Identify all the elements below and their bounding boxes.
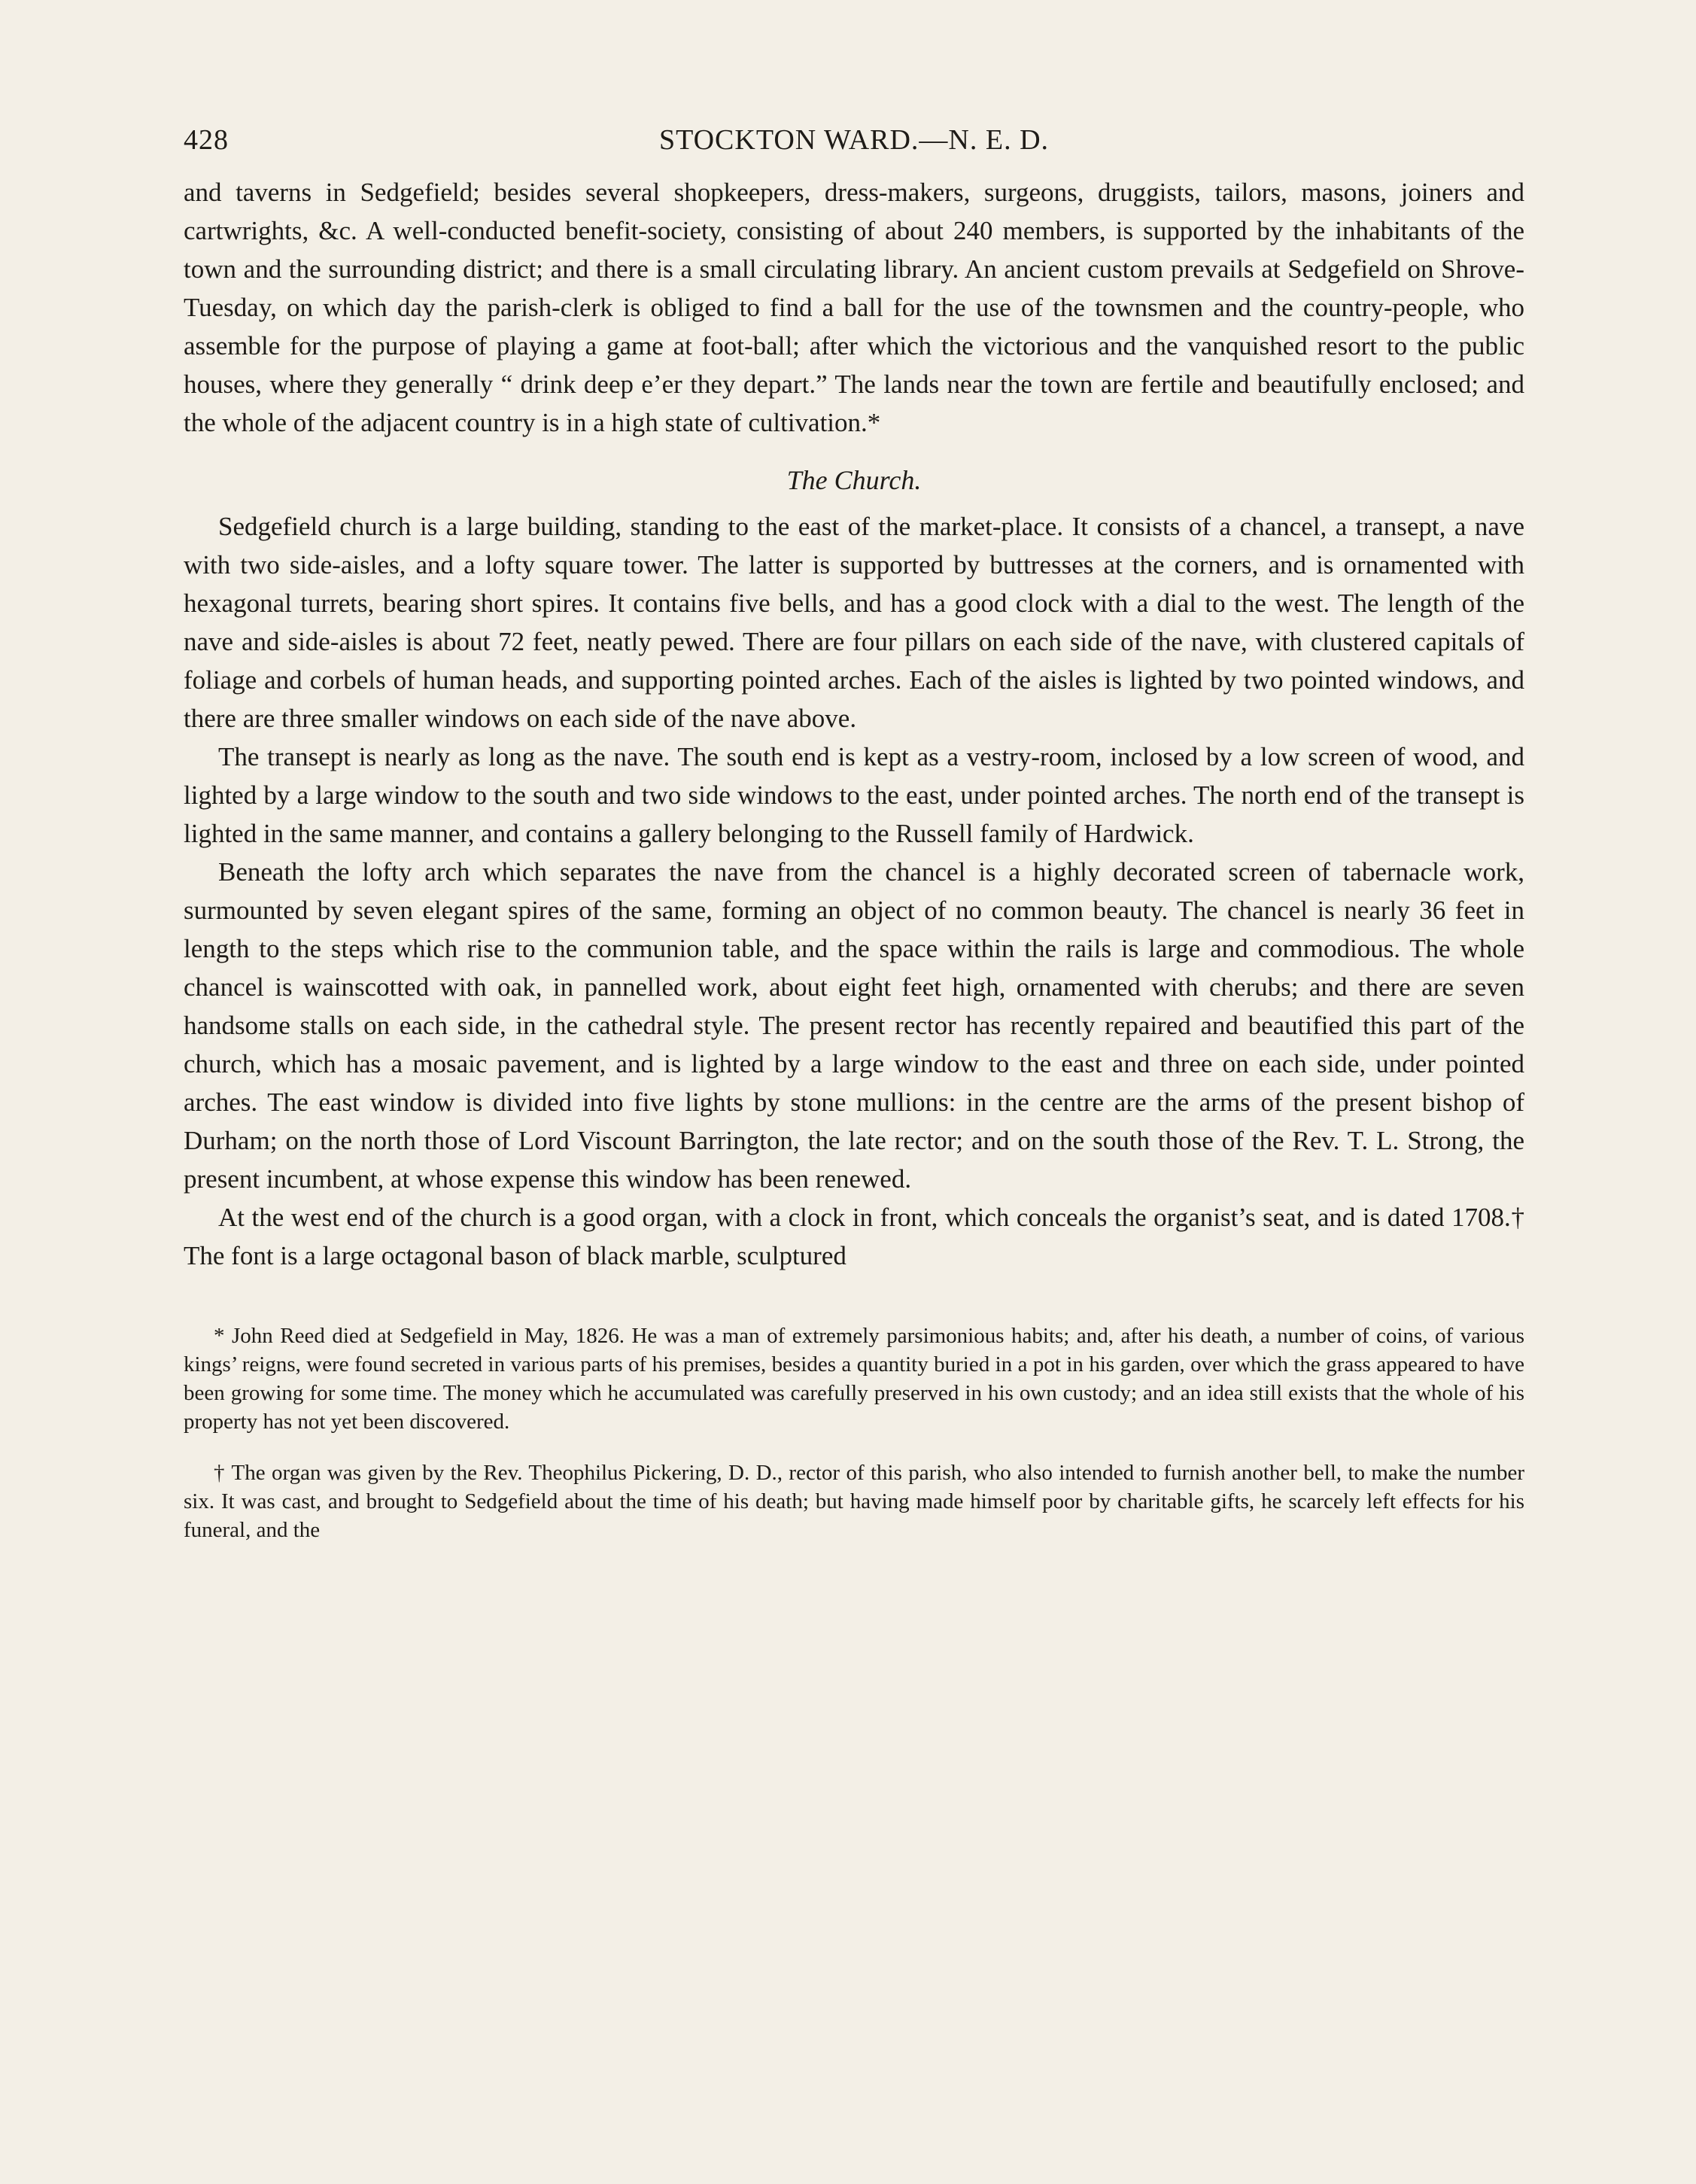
paragraph-organ: At the west end of the church is a good organ, with a clock in front, which conceals the organist’s seat, and is dated 1708.† The font is a large octagonal bason of black marble, sculptured	[184, 1203, 1524, 1270]
footnote-dagger: † The organ was given by the Rev. Theophilus Pickering, D. D., rector of this parish, who also intended to furnish another bell, to make the number six. It was cast, and brought to Sedgefield about the time of his death; but having made himself poor by charitable gifts, he scarcely left effects for his funeral, and the	[184, 1461, 1524, 1542]
footnote-asterisk: * John Reed died at Sedgefield in May, 1826. He was a man of extremely parsimonious habits; and, after his death, a number of coins, of various kings’ reigns, were found secreted in various parts of his premises, besides a quantity buried in a pot in his garden, over which the grass appeared to have been growing for some time. The money which he accumulated was carefully preserved in his own custody; and an idea still exists that the whole of his property has not yet been discovered.	[184, 1324, 1524, 1434]
page-header	[184, 113, 1524, 173]
paragraph-chancel: Beneath the lofty arch which separates the nave from the chancel is a highly decorated screen of tabernacle work, surmounted by seven elegant spires of the same, forming an object of no common beauty. The chancel is nearly 36 feet in length to the steps which rise to the communion table, and the space within the rails is large and commodious. The whole chancel is wainscotted with oak, in pannelled work, about eight feet high, ornamented with cherubs; and there are seven handsome stalls on each side, in the cathedral style. The present rector has recently repaired and beautified this part of the church, which has a mosaic pavement, and is lighted by a large window to the east and three on each side, under pointed arches. The east window is divided into five lights by stone mullions: in the centre are the arms of the present bishop of Durham; on the north those of Lord Viscount Barrington, the late rector; and on the south those of the Rev. T. L. Strong, the present incumbent, at whose expense this window has been renewed.	[184, 857, 1524, 1194]
section-heading: The Church.	[786, 465, 922, 495]
body-text	[184, 173, 1524, 1275]
running-title: STOCKTON WARD.—N. E. D.	[658, 124, 1050, 156]
paragraph-church-description: Sedgefield church is a large building, standing to the east of the market-place. It consists of a chancel, a transept, a nave with two side-aisles, and a lofty square tower. The latter is supported by buttresses at the corners, and is ornamented with hexagonal turrets, bearing short spires. It contains five bells, and has a good clock with a dial to the west. The length of the nave and side-aisles is about 72 feet, neatly pewed. There are four pillars on each side of the nave, with clustered capitals of foliage and corbels of human heads, and supporting pointed arches. Each of the aisles is lighted by two pointed windows, and there are three smaller windows on each side of the nave above.	[184, 512, 1524, 733]
page-number: 428	[184, 124, 229, 156]
footnotes	[184, 1322, 1524, 1544]
paragraph-continued: and taverns in Sedgefield; besides several shopkeepers, dress-makers, surgeons, druggists, tailors, masons, joiners and cartwrights, &c. A well-conducted benefit-society, consisting of about 240 members, is supported by the inhabitants of the town and the surrounding district; and there is a small circulating library. An ancient custom prevails at Sedgefield on Shrove-Tuesday, on which day the parish-clerk is obliged to find a ball for the use of the townsmen and the country-people, who assemble for the purpose of playing a game at foot-ball; after which the victorious and the vanquished resort to the public houses, where they generally “ drink deep e’er they depart.” The lands near the town are fertile and beautifully enclosed; and the whole of the adjacent country is in a high state of cultivation.*	[184, 178, 1524, 437]
paragraph-transept: The transept is nearly as long as the nave. The south end is kept as a vestry-room, inclosed by a low screen of wood, and lighted by a large window to the south and two side windows to the east, under pointed arches. The north end of the transept is lighted in the same manner, and contains a gallery belonging to the Russell family of Hardwick.	[184, 742, 1524, 848]
book-page	[184, 113, 1524, 1567]
